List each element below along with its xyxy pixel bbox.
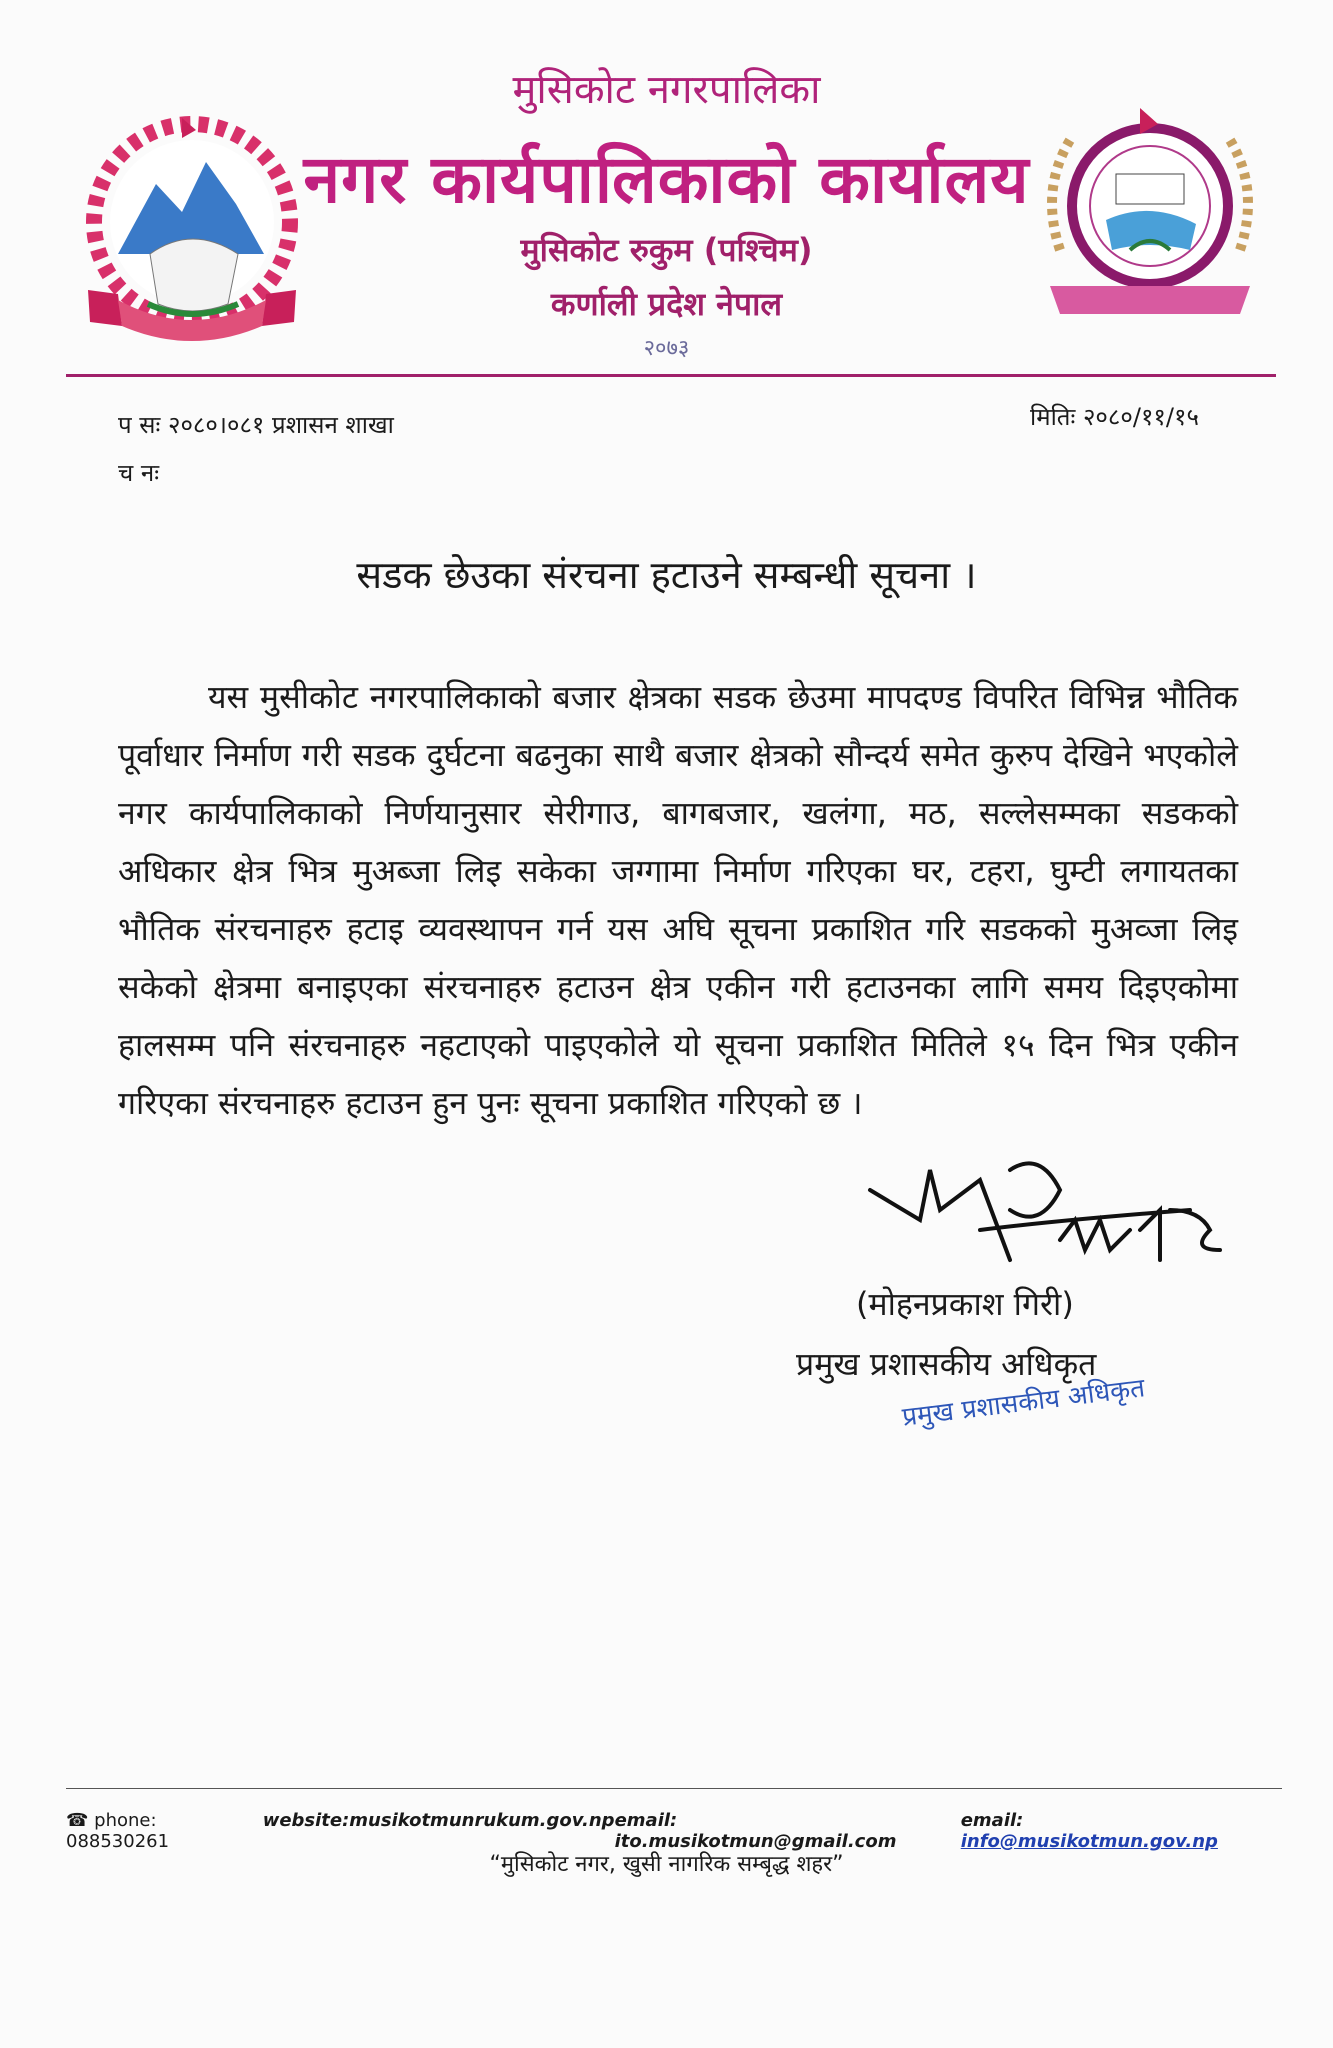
- header-divider: [66, 374, 1276, 377]
- reference-number: प सः २०८०।०८१ प्रशासन शाखा: [118, 411, 394, 439]
- footer-motto: “मुसिकोट नगर, खुसी नागरिक सम्बृद्ध शहर”: [489, 1852, 844, 1877]
- footer-website[interactable]: website:musikotmunrukum.gov.np: [262, 1810, 615, 1831]
- province-line: कर्णाली प्रदेश नेपाल: [550, 285, 783, 323]
- signature-mark: [860, 1150, 1240, 1290]
- footer-email-1[interactable]: email: ito.musikotmun@gmail.com: [614, 1810, 897, 1852]
- footer-divider: [66, 1788, 1282, 1789]
- office-title: नगर कार्यपालिकाको कार्यालय: [303, 141, 1030, 218]
- info-email-link[interactable]: info@musikotmun.gov.np: [960, 1831, 1218, 1852]
- signatory-name: (मोहनप्रकाश गिरी): [856, 1285, 1074, 1323]
- telephone-icon: ☎: [66, 1810, 89, 1831]
- signatory-title: प्रमुख प्रशासकीय अधिकृत: [796, 1345, 1097, 1383]
- established-year: २०७३: [643, 336, 690, 361]
- notice-subject: सडक छेउका संरचना हटाउने सम्बन्धी सूचना ।: [356, 553, 977, 597]
- dispatch-number: च नः: [118, 459, 160, 487]
- document-date: मितिः २०८०/११/१५: [1030, 403, 1199, 431]
- footer-email-2: email: info@musikotmun.gov.np: [960, 1810, 1218, 1852]
- district-line: मुसिकोट रुकुम (पश्चिम): [520, 231, 813, 269]
- municipality-name: मुसिकोट नगरपालिका: [512, 67, 821, 113]
- footer-phone: ☎ phone: 088530261: [66, 1810, 170, 1852]
- notice-body: यस मुसीकोट नगरपालिकाको बजार क्षेत्रका सडक छेउमा मापदण्ड विपरित विभिन्न भौतिक पूर्वाधार निर्माण गरी सडक दुर्घटना बढनुका साथै बजार क्षेत्रको सौन्दर्य समेत कुरुप देखिने भएकोले नगर कार्यपालिकाको निर्णयानुसार सेरीगाउ, बागबजार, खलंगा, मठ, सल्लेसम्मका सडकको अधिकार क्षेत्र भित्र मुअब्जा लिइ सकेका जग्गामा निर्माण गरिएका घर, टहरा, घुम्टी लगायतका भौतिक संरचनाहरु हटाइ व्यवस्थापन गर्न यस अघि सूचना प्रकाशित गरि सडकको मुअव्जा लिइ सकेको क्षेत्रमा बनाइएका संरचनाहरु हटाउन क्षेत्र एकीन गरी हटाउनका लागि समय दिइएकोमा हालसम्म पनि संरचनाहरु नहटाएको पाइएकोले यो सूचना प्रकाशित मितिले १५ दिन भित्र एकीन गरिएका संरचनाहरु हटाउन हुन पुनः सूचना प्रकाशित गरिएको छ ।: [118, 678, 1238, 1122]
- official-stamp: प्रमुख प्रशासकीय अधिकृत: [900, 1373, 1147, 1433]
- footer-contacts: [66, 1810, 1282, 1852]
